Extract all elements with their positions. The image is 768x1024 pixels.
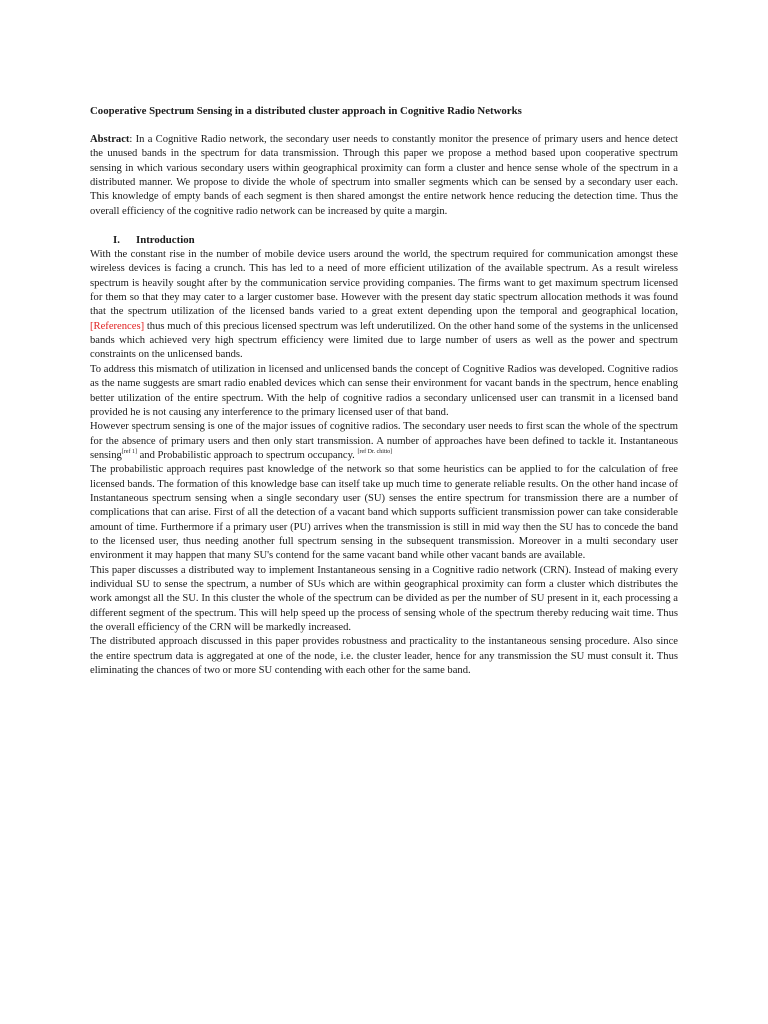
intro-p1-text-b: thus much of this precious licensed spectrum was left underutilized. On the other hand some of the systems in the unlicensed bands which achieved very high spectrum efficiency were limited due to large number of users as well as the power and spectrum constraints on the unlicensed bands. — [90, 320, 678, 361]
intro-paragraph-5: This paper discusses a distributed way to implement Instantaneous sensing in a Cognitive radio network (CRN). Instead of making every individual SU to sense the spectrum, a number of SUs which are within geographical proximity can form a cluster which distributes the work amongst all the SU. In this cluster the whole of the spectrum can be divided as per the number of SU present in it, each processing a different segment of the spectrum. This will help speed up the process of sensing whole of the spectrum thereby reducing wait time. Thus the overall efficiency of the CRN will be markedly increased. — [90, 564, 678, 633]
paper-title: Cooperative Spectrum Sensing in a distributed cluster approach in Cognitive Radio Networks — [90, 105, 522, 117]
abstract-paragraph — [90, 133, 678, 219]
intro-paragraph-3 — [90, 420, 678, 463]
ref-chitto-superscript: [ref Dr. chitto] — [357, 448, 393, 455]
intro-paragraph-6: The distributed approach discussed in this paper provides robustness and practicality to the instantaneous sensing procedure. Also since the entire spectrum data is aggregated at one of the node, i.e. the cluster leader, hence for any transmission the SU must consult it. Thus eliminating the chances of two or more SU contending with each other for the same band. — [90, 636, 678, 677]
intro-p1-text-a: With the constant rise in the number of mobile device users around the world, the spectrum required for communication amongst these wireless devices is facing a crunch. This has led to a need of more efficient utilization of the available spectrum. As a result wireless spectrum is heavily sought after by the communication service providing companies. The firms want to get maximum spectrum licensed for them so that they may cater to a larger customer base. However with the present day static spectrum allocation methods it was found that the spectrum utilization of the licensed bands varied to a great extent depending upon the temporal and geographical location, — [90, 249, 678, 318]
ref-1-superscript: [ref 1] — [121, 448, 137, 455]
abstract-text: : In a Cognitive Radio network, the secondary user needs to constantly monitor the presence of primary users and hence detect the unused bands in the spectrum for data transmission. Through this paper we propose a method based upon cooperative spectrum sensing in which various secondary users within geographical proximity can form a cluster and hence sense whole of the spectrum in a distributed manner. We propose to divide the whole of spectrum into smaller segments which can be sensed by a secondary user each. This knowledge of empty bands of each segment is then shared amongst the entire network hence reducing the detection time. Thus the overall efficiency of the cognitive radio network can be increased by quite a margin. — [90, 134, 678, 217]
section-title: Introduction — [136, 234, 195, 247]
abstract-label: Abstract — [90, 134, 130, 145]
section-heading — [90, 233, 678, 248]
section-number: I. — [113, 234, 120, 247]
intro-p3-text-b: and Probabilistic approach to spectrum occupancy. — [136, 449, 355, 461]
intro-paragraph-1 — [90, 248, 678, 363]
references-placeholder-link[interactable]: [References] — [90, 320, 145, 332]
document-body — [90, 104, 678, 678]
intro-p3-text-a: However spectrum sensing is one of the major issues of cognitive radios. The secondary user needs to first scan the whole of the spectrum for the absence of primary users and then only start transmission. A number of approaches have been defined to tackle it. Instantaneous sensing — [90, 421, 678, 461]
intro-paragraph-4: The probabilistic approach requires past knowledge of the network so that some heuristics can be applied to for the calculation of free licensed bands. The formation of this knowledge base can itself take up much time to generate reliable results. On the other hand incase of Instantaneous spectrum sensing when a single secondary user (SU) senses the entire spectrum for transmission there are a number of complications that can arise. First of all the detection of a vacant band which supports sufficient transmission power can take considerable amount of time. Furthermore if a primary user (PU) arrives when the transmission is still in mid way then the SU has to concede the band to the licensed user, thus needing another full spectrum sensing in the subsequent transmission. Moreover in a multi secondary user environment it may happen that many SU's contend for the same vacant band while other vacant bands are available. — [90, 464, 678, 562]
intro-paragraph-2: To address this mismatch of utilization in licensed and unlicensed bands the concept of Cognitive Radios was developed. Cognitive radios as the name suggests are smart radio enabled devices which can sense their environment for vacant bands in the spectrum, hence enabling better utilization of the entire spectrum. With the help of cognitive radios a secondary unlicensed user can transmit in a licensed band provided he is not causing any interference to the primary licensed user of that band. — [90, 363, 678, 418]
